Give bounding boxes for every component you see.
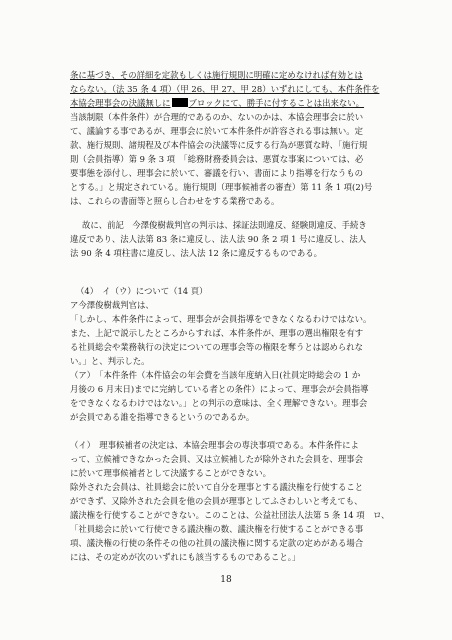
text-line-1: 条に基づき、その詳細を定款もしくは施行規則に明確に定めなければ有効とは xyxy=(70,70,363,80)
text-line-12: 違反であり、法人法第 83 条に違反し、法人法 90 条 2 項 1 号に違反し、法人 xyxy=(70,234,367,244)
text-line-7: 則（会員指導）第 9 条 3 項 「総務財務委員会は、悪質な事案については、必 xyxy=(70,154,364,164)
text-line-11: 故に、前記 今澤俊樹裁判官の判示は、採証法則違反、経験則違反、手続き xyxy=(82,220,367,230)
text-line-16: 「しかし、本件条件によって、理事会が会員指導をできなくなるわけではない。 xyxy=(70,314,372,324)
text-line-5: て、議論する事であるが、理事会に於いて本件条件が許容される事は無い。定 xyxy=(70,126,363,136)
text-line-4: 当該制限（本件条件）が合理的であるのか、ないのかは、本協会理事会に於い xyxy=(70,112,364,122)
text-line-26: に於いて理事候補者として決議することができない。 xyxy=(70,468,271,478)
text-line-9: とする。」と規定されている。施行規則（理事候補者の審査）第 11 条 1 項(2)号 xyxy=(70,182,373,192)
text-line-10: は、これらの書面等と照らし合わせをする業務である。 xyxy=(70,196,280,206)
text-line-3-b: ブロックにて、勝手に付することは出来ない。 xyxy=(188,98,365,108)
text-line-8: 要事態を添付し、理事会に於いて、審議を行い、書面により指導を行なうもの xyxy=(70,168,363,178)
text-line-20: （ア） 「本件条件（本件協会の年会費を当該年度納入日(社員定時総会の 1 か xyxy=(70,370,361,380)
text-line-19: い。」と、判示した。 xyxy=(70,356,150,366)
text-line-18: る社員総会や業務執行の決定についての理事会等の権限を奪うとは認められな xyxy=(70,342,363,352)
text-line-24: （イ） 理事候補者の決定は、本協会理事会の専決事項である。本件条件によ xyxy=(70,440,359,450)
text-line-32: には、その定めが次のいずれにも該当するものであること。」 xyxy=(70,552,301,562)
text-line-15: ア今澤俊樹裁判官は、 xyxy=(70,300,154,310)
text-line-22: をできなくなるわけではない。」との判示の意味は、全く理解できない。理事会 xyxy=(70,398,368,408)
text-line-3-a: 本協会理事会の決議無しに xyxy=(70,98,171,108)
text-line-29: 議決権を行使することができない。このことは、公益社団法人法第 5 条 14 項 ロ、 xyxy=(70,510,390,520)
text-line-30: 「社員総会に於いて行使できる議決権の数、議決権を行使することができる事 xyxy=(70,524,364,534)
text-line-2: ならない。（法 35 条 4 項）（甲 26、甲 27、甲 28）いずれにしても、本件条件を xyxy=(70,84,380,94)
text-line-27: 除外された会員は、社員総会に於いて自分を理事とする議決権を行使すること xyxy=(70,482,364,492)
page-number: 18 xyxy=(220,575,232,585)
text-line-13: 法 90 条 4 項柱書に違反し、法人法 12 条に違反するものである。 xyxy=(70,248,322,258)
text-line-28: ができず、又除外された会員を他の会員が理事としてふさわしいと考えても、 xyxy=(70,496,363,506)
redaction-block xyxy=(172,98,188,107)
text-line-25: って、立候補できなかった会員、又は立候補したが除外された会員を、理事会 xyxy=(70,454,363,464)
text-line-23: が会員である誰を指導できるというのであるか。 xyxy=(70,412,255,422)
section-heading: （4） イ（ウ）について（14 頁） xyxy=(76,286,208,296)
text-line-6: 款、施行規則、諸規程及び本件協会の決議等に反する行為が悪質な時、「施行規 xyxy=(70,140,368,150)
text-line-31: 項、議決権の行使の条件その他の社員の議決権に関する定款の定めがある場合 xyxy=(70,538,364,548)
text-line-17: また、上記で説示したところからすれば、本件条件が、理事の選出権限を有す xyxy=(70,328,364,338)
text-line-21: 月後の 6 月末日)までに完納している者との条件）によって、理事会が会員指導 xyxy=(70,384,369,394)
text-line-3 xyxy=(70,98,420,108)
